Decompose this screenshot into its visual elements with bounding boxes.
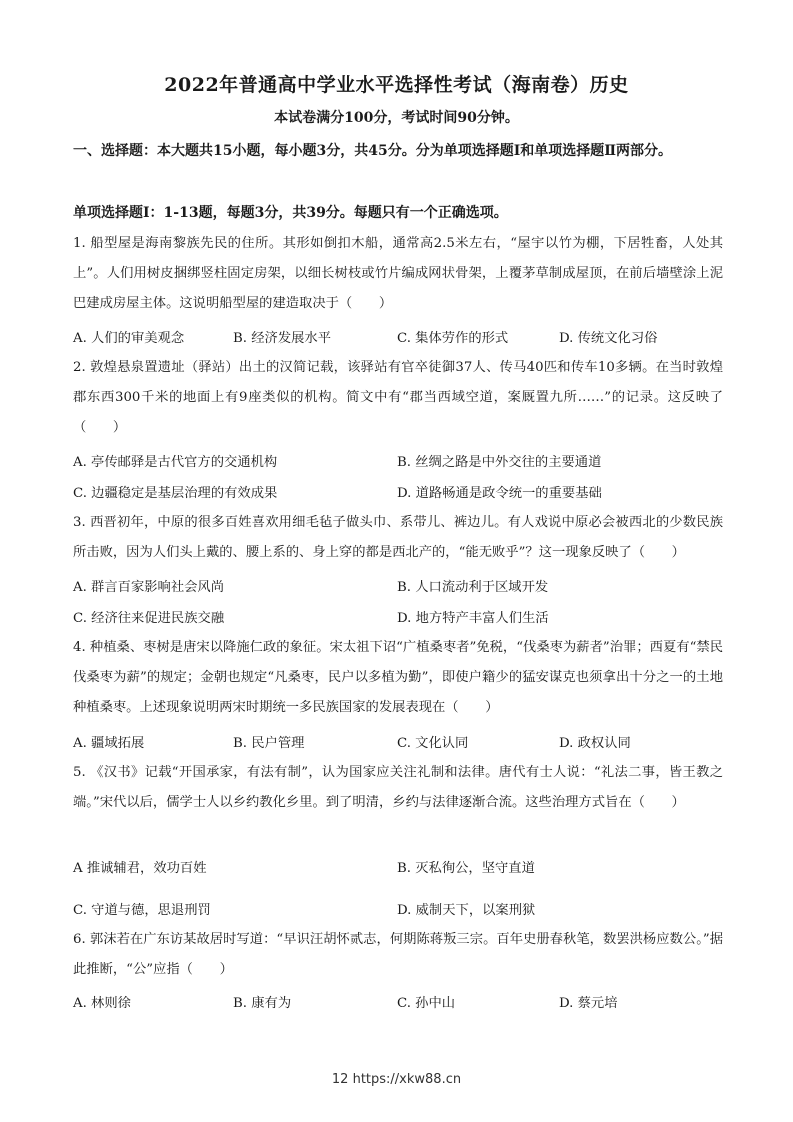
question-4-stem: 4. 种植桑、枣树是唐宋以降施仁政的象征。宋太祖下诏“广植桑枣者”免税，“伐桑枣为薪者”治罪；西夏有“禁民伐桑枣为薪”的规定；金朝也规定“凡桑枣，民户以多植为勤”，即使户籍少的猛安谋克也须拿出十分之一的土地种植桑枣。上述现象说明两宋时期统一多民族国家的发展表现在（ ）: [73, 640, 723, 715]
option-a[interactable]: A. 群言百家影响社会风尚: [73, 580, 225, 595]
question-3-stem: 3. 西晋初年，中原的很多百姓喜欢用细毛毡子做头巾、系带儿、裤边儿。有人戏说中原必会被西北的少数民族所击败，因为人们头上戴的、腰上系的、身上穿的都是西北产的，“能无败乎”？这一现象反映了（ ）: [73, 515, 723, 560]
option-c[interactable]: C. 守道与德，思退刑罚: [73, 903, 211, 918]
option-d[interactable]: D. 道路畅通是政令统一的重要基础: [397, 486, 602, 501]
option-b[interactable]: B. 丝绸之路是中外交往的主要通道: [397, 455, 602, 470]
option-d[interactable]: D. 蔡元培: [559, 996, 618, 1011]
page-footer: 12 https://xkw88.cn: [331, 1072, 462, 1087]
option-c[interactable]: C. 经济往来促进民族交融: [73, 611, 225, 626]
exam-subtitle: 本试卷满分100分，考试时间90分钟。: [274, 110, 519, 126]
question-3-options-row2: [73, 607, 723, 631]
option-d[interactable]: D. 威制天下，以案刑狱: [397, 903, 536, 918]
option-a[interactable]: A. 人们的审美观念: [73, 331, 185, 346]
question-2-options-row1: [73, 451, 723, 475]
option-c[interactable]: C. 边疆稳定是基层治理的有效成果: [73, 486, 278, 501]
option-c[interactable]: C. 文化认同: [397, 736, 469, 751]
option-d[interactable]: D. 地方特产丰富人们生活: [397, 611, 549, 626]
question-4-options: [73, 732, 723, 756]
question-5-options-row2: [73, 899, 723, 923]
option-a[interactable]: A. 亭传邮驿是古代官方的交通机构: [73, 455, 278, 470]
question-3-options-row1: [73, 576, 723, 600]
option-b[interactable]: B. 人口流动利于区域开发: [397, 580, 549, 595]
option-a[interactable]: A. 疆域拓展: [73, 736, 145, 751]
question-1-options: [73, 327, 723, 351]
question-1-stem: 1. 船型屋是海南黎族先民的住所。其形如倒扣木船，通常高2.5米左右，“屋宇以竹为棚，下居牲畜，人处其上”。人们用树皮捆绑竖柱固定房架，以细长树枝或竹片编成网状骨架，上覆茅草制成屋顶，在前后墙壁涂上泥巴建成房屋主体。这说明船型屋的建造取决于（ ）: [73, 236, 723, 311]
question-2-options-row2: [73, 482, 723, 506]
question-6-stem: 6. 郭沫若在广东访某故居时写道：“早识汪胡怀贰志，何期陈蒋叛三宗。百年史册春秋笔，数罢洪杨应数公。”据此推断，“公”应指（ ）: [73, 932, 723, 977]
question-5-stem: 5. 《汉书》记载“开国承家，有法有制”，认为国家应关注礼制和法律。唐代有士人说：“礼法二事，皆王教之端。”宋代以后，儒学士人以乡约教化乡里。到了明清，乡约与法律逐渐合流。这些治理方式旨在（ ）: [73, 765, 723, 810]
option-a[interactable]: A 推诚辅君，效功百姓: [73, 861, 207, 876]
option-b[interactable]: B. 灭私徇公，坚守直道: [397, 861, 535, 876]
option-c[interactable]: C. 孙中山: [397, 996, 456, 1011]
option-d[interactable]: D. 政权认同: [559, 736, 631, 751]
option-b[interactable]: B. 民户管理: [233, 736, 305, 751]
section-heading: 一、选择题：本大题共15小题，每小题3分，共45分。分为单项选择题Ⅰ和单项选择题Ⅱ两部分。: [73, 143, 673, 159]
question-6-options: [73, 992, 723, 1016]
question-2-stem: 2. 敦煌悬泉置遗址（驿站）出土的汉简记载，该驿站有官卒徒御37人、传马40匹和传车10多辆。在当时敦煌郡东西300千米的地面上有9座类似的机构。简文中有“郡当西域空道，案厩置九所……”的记录。这反映了（ ）: [73, 360, 723, 435]
option-b[interactable]: B. 经济发展水平: [233, 331, 332, 346]
option-d[interactable]: D. 传统文化习俗: [559, 331, 658, 346]
option-b[interactable]: B. 康有为: [233, 996, 292, 1011]
option-a[interactable]: A. 林则徐: [73, 996, 131, 1011]
subsection-heading: 单项选择题Ⅰ：1-13题，每题3分，共39分。每题只有一个正确选项。: [73, 205, 508, 221]
question-5-options-row1: [73, 857, 723, 881]
option-c[interactable]: C. 集体劳作的形式: [397, 331, 509, 346]
exam-title: 2022年普通高中学业水平选择性考试（海南卷）历史: [164, 74, 629, 96]
